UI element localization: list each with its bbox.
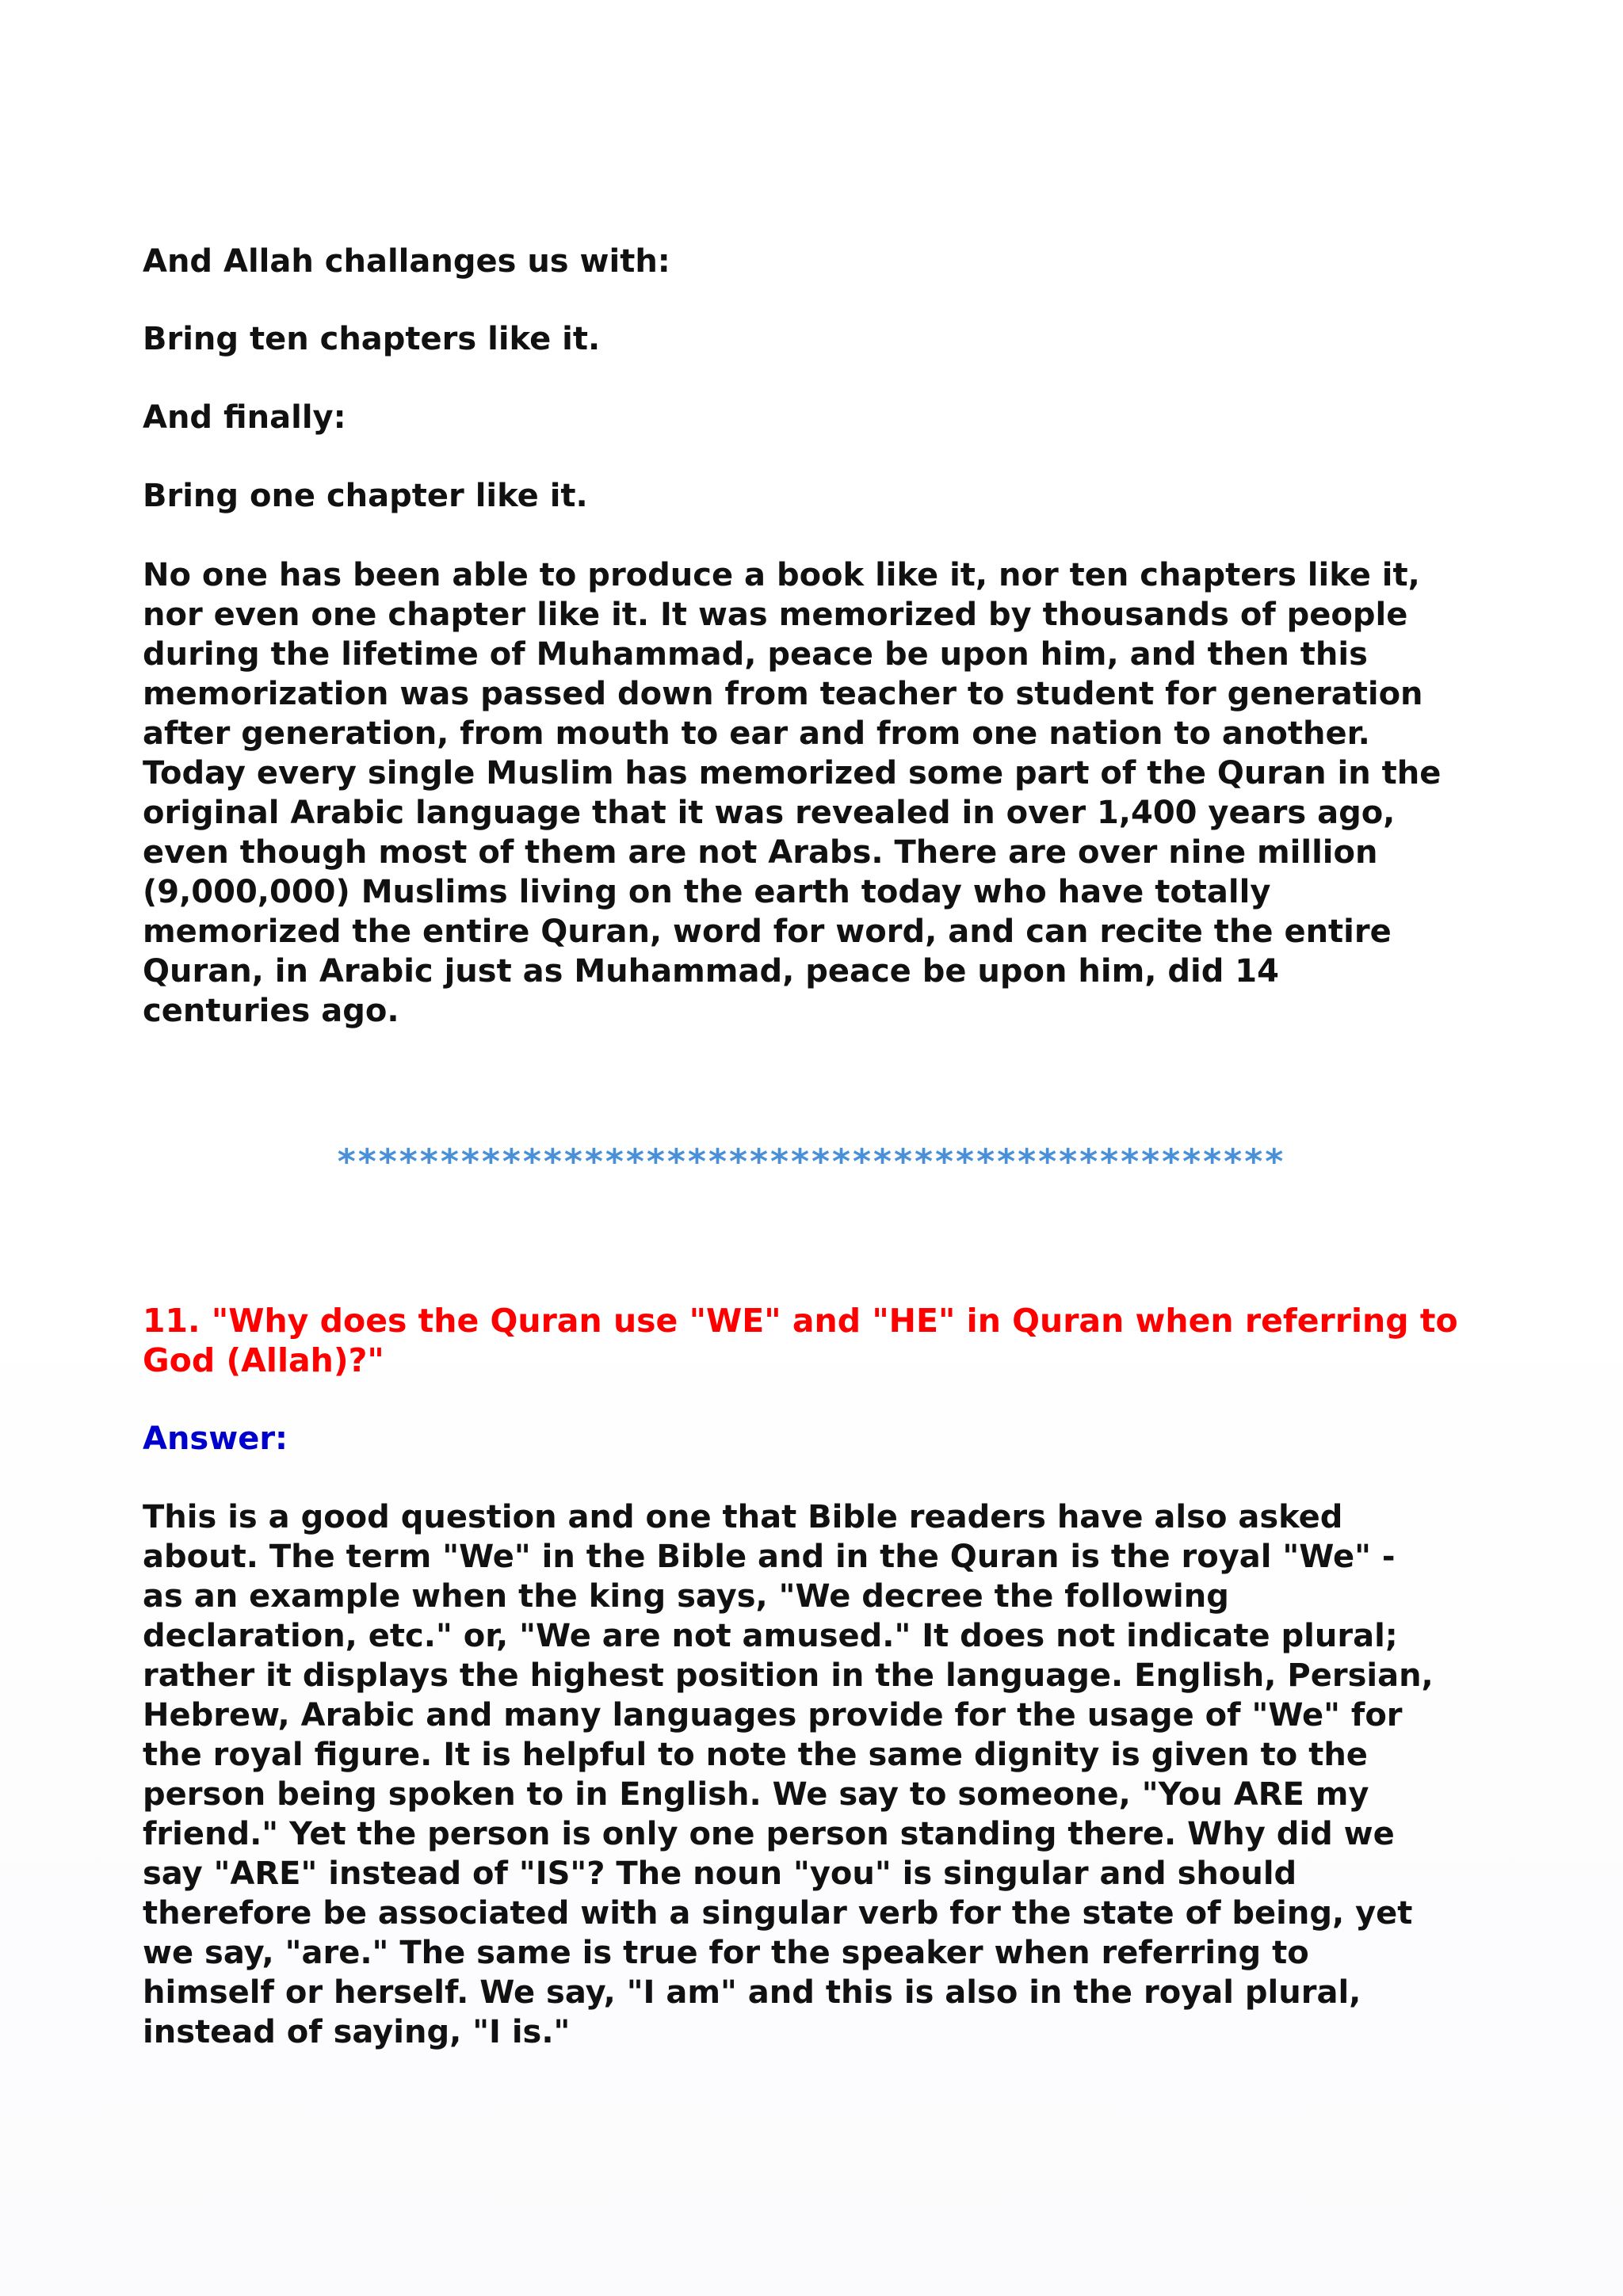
body-line: No one has been able to produce a book like it, nor ten chapters like it, xyxy=(143,557,1420,593)
body-line: himself or herself. We say, "I am" and this is also in the royal plural, xyxy=(143,1974,1361,2011)
body-line: Today every single Muslim has memorized some part of the Quran in the xyxy=(143,755,1442,791)
body-line: nor even one chapter like it. It was memorized by thousands of people xyxy=(143,597,1408,633)
ten-chapters-paragraph: Bring ten chapters like it. xyxy=(143,321,601,357)
body-line: even though most of them are not Arabs. There are over nine million xyxy=(143,834,1378,871)
body-line: rather it displays the highest position in the language. English, Persian, xyxy=(143,1657,1434,1694)
memorization-paragraph xyxy=(143,555,1490,1031)
intro-paragraph: And Allah challanges us with: xyxy=(143,243,670,280)
body-line: Hebrew, Arabic and many languages provide for the usage of "We" for xyxy=(143,1697,1403,1733)
answer-paragraph xyxy=(143,1497,1490,2052)
body-line: as an example when the king says, "We decree the following xyxy=(143,1578,1229,1615)
body-line: say "ARE" instead of "IS"? The noun "you" is singular and should xyxy=(143,1855,1297,1892)
section-separator: ********************************************** xyxy=(337,1142,1286,1182)
body-line: centuries ago. xyxy=(143,993,399,1029)
body-line: memorization was passed down from teacher to student for generation xyxy=(143,676,1423,712)
body-line: Quran, in Arabic just as Muhammad, peace be upon him, did 14 xyxy=(143,953,1279,990)
answer-label: Answer: xyxy=(143,1421,288,1457)
question-line: 11. "Why does the Quran use "WE" and "HE" in Quran when referring to xyxy=(143,1302,1458,1340)
one-chapter-paragraph: Bring one chapter like it. xyxy=(143,478,588,514)
question-line: God (Allah)?" xyxy=(143,1341,384,1379)
body-line: person being spoken to in English. We say to someone, "You ARE my xyxy=(143,1776,1369,1813)
body-line: friend." Yet the person is only one person standing there. Why did we xyxy=(143,1816,1395,1852)
body-line: after generation, from mouth to ear and from one nation to another. xyxy=(143,715,1370,752)
body-line: the royal figure. It is helpful to note the same dignity is given to the xyxy=(143,1737,1368,1773)
body-line: during the lifetime of Muhammad, peace be upon him, and then this xyxy=(143,636,1368,673)
body-line: declaration, etc." or, "We are not amused." It does not indicate plural; xyxy=(143,1618,1398,1654)
body-line: instead of saying, "I is." xyxy=(143,2014,571,2050)
body-line: (9,000,000) Muslims living on the earth today who have totally xyxy=(143,874,1271,910)
body-line: original Arabic language that it was revealed in over 1,400 years ago, xyxy=(143,795,1396,831)
body-line: This is a good question and one that Bible readers have also asked xyxy=(143,1499,1343,1535)
body-line: therefore be associated with a singular verb for the state of being, yet xyxy=(143,1895,1413,1932)
body-line: about. The term "We" in the Bible and in the Quran is the royal "We" - xyxy=(143,1539,1396,1575)
body-line: we say, "are." The same is true for the speaker when referring to xyxy=(143,1935,1309,1971)
question-heading xyxy=(143,1301,1490,1380)
finally-paragraph: And finally: xyxy=(143,399,346,436)
body-line: memorized the entire Quran, word for word, and can recite the entire xyxy=(143,913,1392,950)
